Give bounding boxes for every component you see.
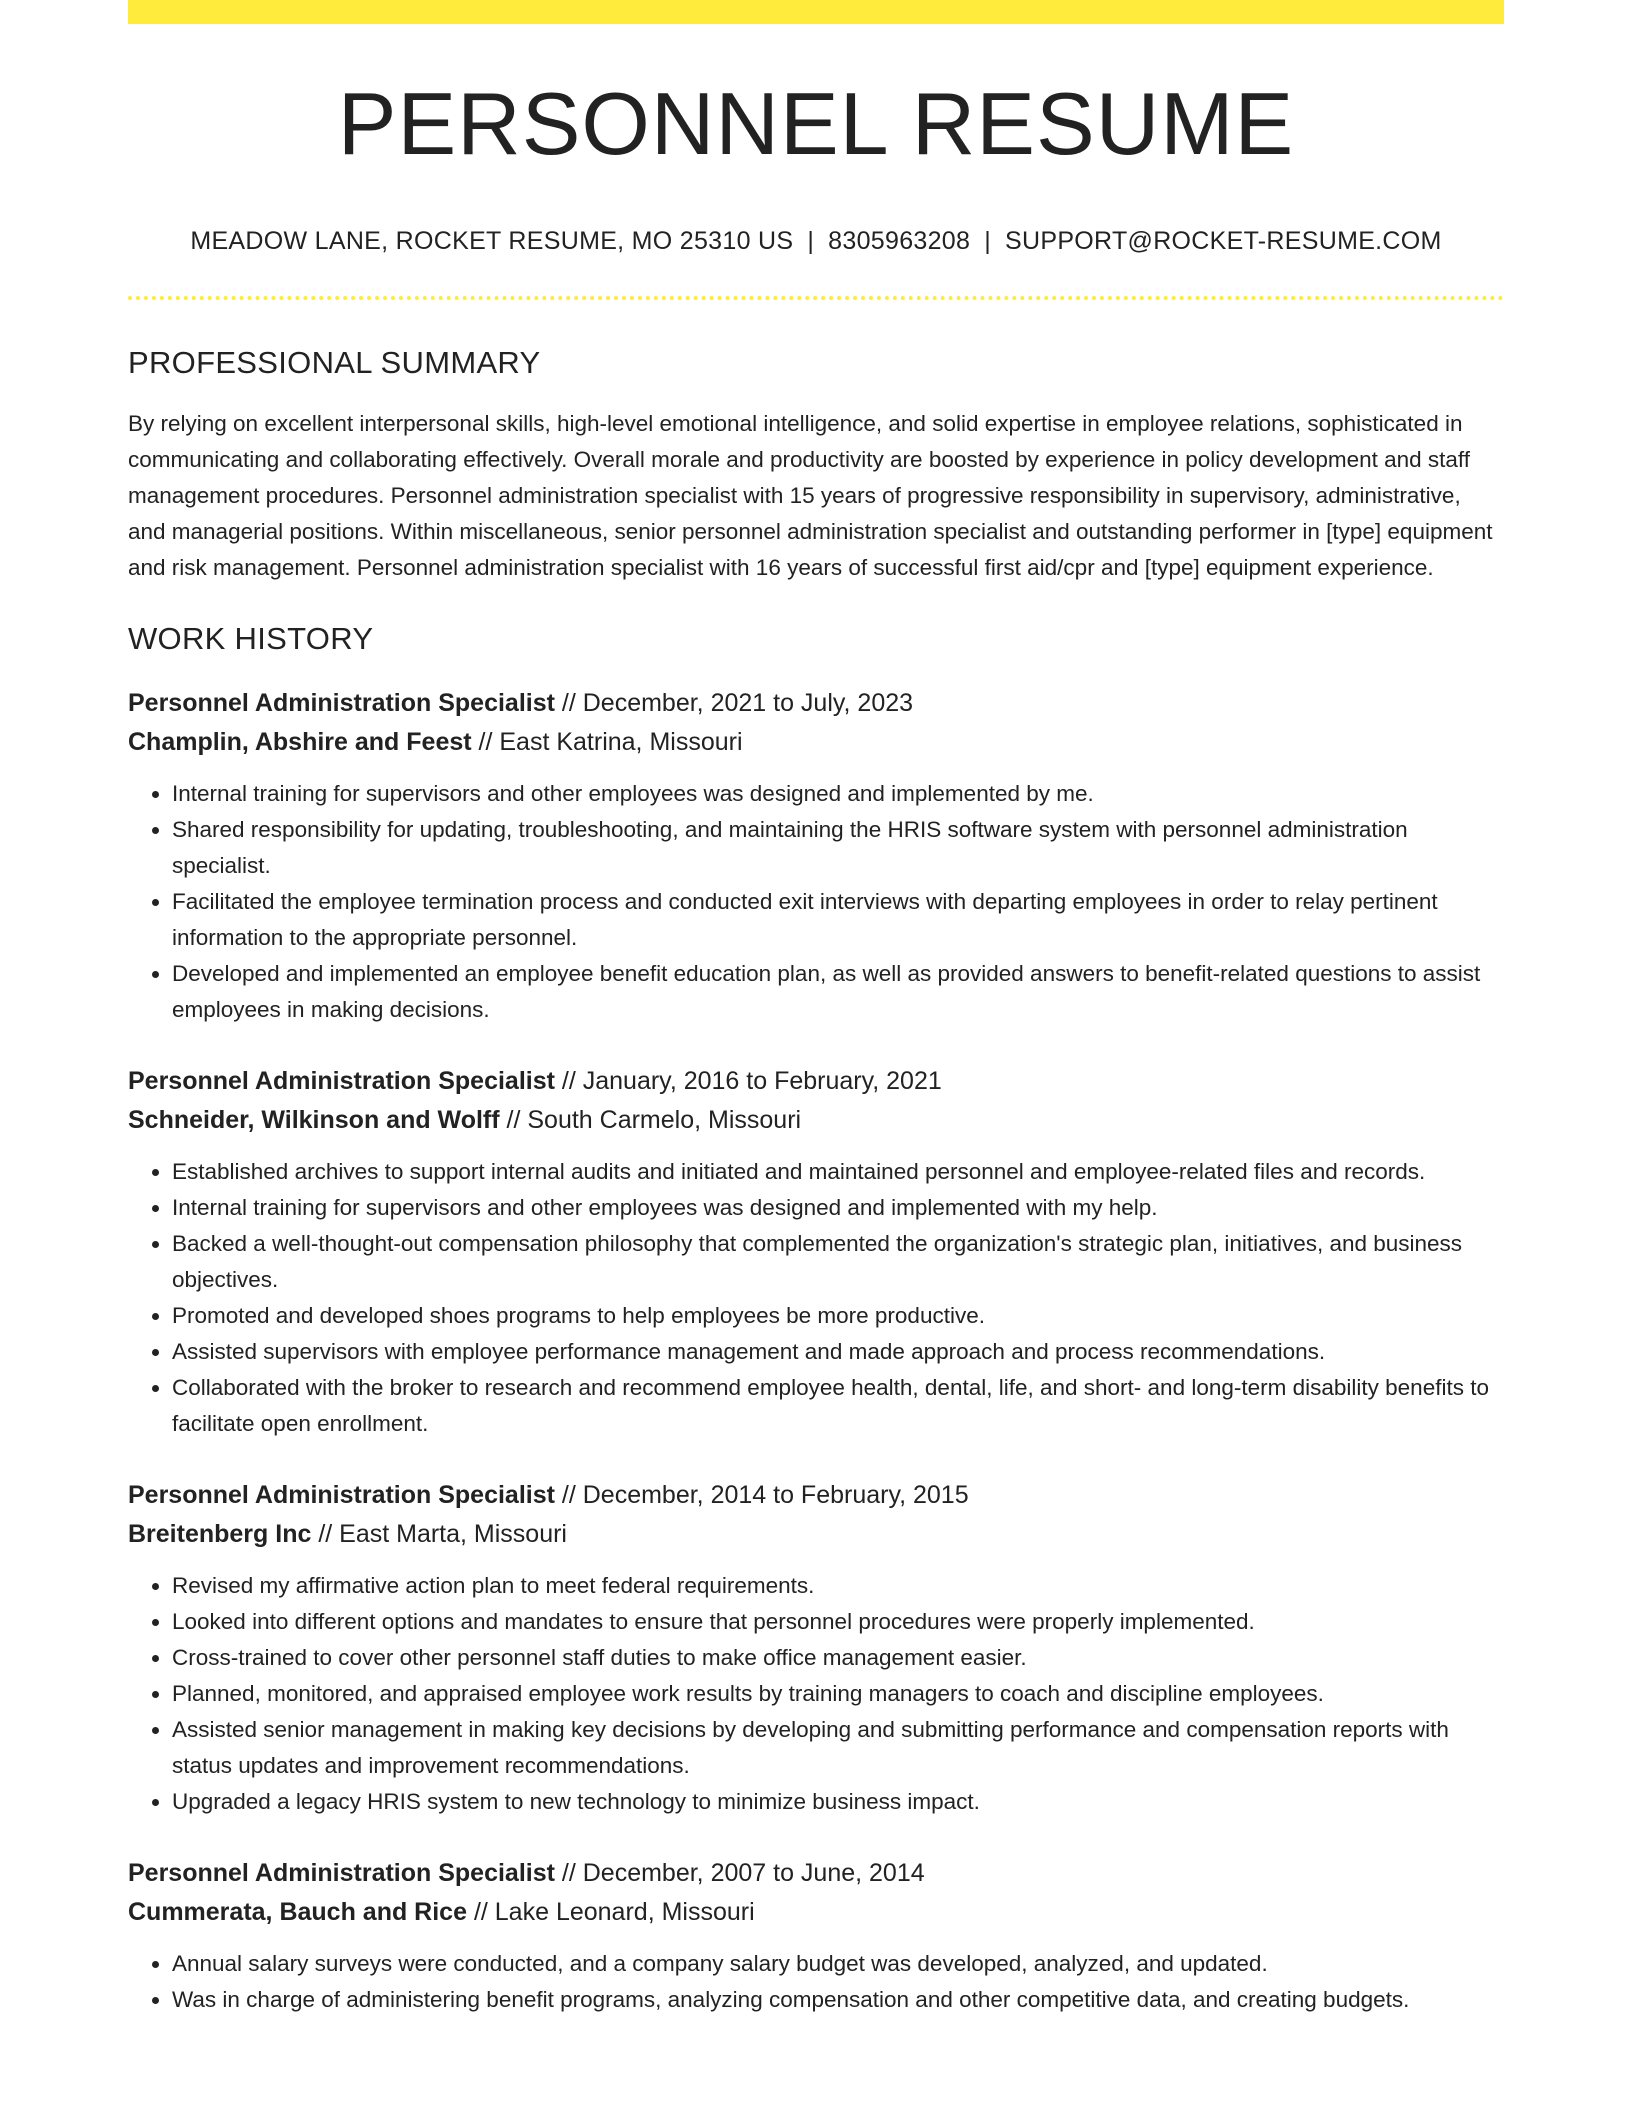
job-title-line xyxy=(128,684,1504,723)
job-location: // South Carmelo, Missouri xyxy=(499,1106,802,1135)
resume-page xyxy=(128,0,1504,2018)
job-entry xyxy=(128,1476,1504,1820)
job-dates: // December, 2007 to June, 2014 xyxy=(554,1859,925,1888)
summary-heading: PROFESSIONAL SUMMARY xyxy=(128,345,541,380)
job-company-line xyxy=(128,1515,1504,1554)
job-title: Personnel Administration Specialist xyxy=(128,1067,555,1096)
job-bullet: • Planned, monitored, and appraised employee work results by training managers to coach and discipline employees. xyxy=(172,1676,1504,1712)
job-bullet: • Promoted and developed shoes programs to help employees be more productive. xyxy=(172,1298,1504,1334)
job-bullet: • Collaborated with the broker to research and recommend employee health, dental, life, and short- and long-term disability benefits to facilitate open enrollment. xyxy=(172,1370,1504,1442)
job-entry xyxy=(128,1062,1504,1442)
job-bullets xyxy=(128,1154,1504,1442)
job-bullet: • Was in charge of administering benefit programs, analyzing compensation and other competitive data, and creating budgets. xyxy=(172,1982,1504,2018)
job-bullet: • Revised my affirmative action plan to meet federal requirements. xyxy=(172,1568,1504,1604)
job-bullet: • Established archives to support internal audits and initiated and maintained personnel and employee-related files and records. xyxy=(172,1154,1504,1190)
job-bullet: • Backed a well-thought-out compensation philosophy that complemented the organization's strategic plan, initiatives, and business objectives. xyxy=(172,1226,1504,1298)
job-entry xyxy=(128,684,1504,1028)
job-bullets xyxy=(128,1946,1504,2018)
job-company-line xyxy=(128,1893,1504,1932)
job-bullet: • Looked into different options and mandates to ensure that personnel procedures were properly implemented. xyxy=(172,1604,1504,1640)
job-bullets xyxy=(128,1568,1504,1820)
work-history-heading: WORK HISTORY xyxy=(128,621,374,657)
job-title: Personnel Administration Specialist xyxy=(128,1859,555,1888)
job-bullet: • Facilitated the employee termination process and conducted exit interviews with departing employees in order to relay pertinent information to the appropriate personnel. xyxy=(172,884,1504,956)
job-bullet: • Shared responsibility for updating, troubleshooting, and maintaining the HRIS software system with personnel administration specialist. xyxy=(172,812,1504,884)
job-entry xyxy=(128,1854,1504,2018)
job-dates: // December, 2021 to July, 2023 xyxy=(554,689,914,718)
job-title-line xyxy=(128,1854,1504,1893)
job-company-line xyxy=(128,1101,1504,1140)
resume-title: PERSONNEL RESUME xyxy=(337,74,1295,173)
contact-address: MEADOW LANE, ROCKET RESUME, MO 25310 US xyxy=(190,227,794,255)
job-bullet: • Developed and implemented an employee benefit education plan, as well as provided answers to benefit-related questions to assist employees in making decisions. xyxy=(172,956,1504,1028)
job-company: Schneider, Wilkinson and Wolff xyxy=(128,1106,500,1135)
dotted-divider xyxy=(128,296,1504,300)
job-bullets xyxy=(128,776,1504,1028)
job-bullet: • Upgraded a legacy HRIS system to new technology to minimize business impact. xyxy=(172,1784,1504,1820)
header-accent-bar xyxy=(128,0,1504,24)
job-location: // Lake Leonard, Missouri xyxy=(467,1898,755,1927)
summary-text: By relying on excellent interpersonal skills, high-level emotional intelligence, and solid expertise in employee relations, sophisticated in communicating and collaborating effectively. Overall morale and productivity are boosted by experience in policy development and staff management procedures. Personnel administration specialist with 15 years of progressive responsibility in supervisory, administrative, and managerial positions. Within miscellaneous, senior personnel administration specialist and outstanding performer in [type] equipment and risk management. Personnel administration specialist with 16 years of successful first aid/cpr and [type] equipment experience. xyxy=(128,411,1493,581)
job-title: Personnel Administration Specialist xyxy=(128,1481,555,1510)
job-bullet: • Assisted supervisors with employee performance management and made approach and process recommendations. xyxy=(172,1334,1504,1370)
contact-line xyxy=(128,226,1504,256)
job-location: // East Katrina, Missouri xyxy=(471,728,743,757)
job-dates: // December, 2014 to February, 2015 xyxy=(554,1481,969,1510)
job-title: Personnel Administration Specialist xyxy=(128,689,555,718)
job-dates: // January, 2016 to February, 2021 xyxy=(554,1067,942,1096)
contact-separator: | xyxy=(807,227,815,255)
job-bullet: • Internal training for supervisors and other employees was designed and implemented by me. xyxy=(172,776,1504,812)
job-title-line xyxy=(128,1062,1504,1101)
job-bullet: • Cross-trained to cover other personnel staff duties to make office management easier. xyxy=(172,1640,1504,1676)
job-company: Breitenberg Inc xyxy=(128,1520,312,1549)
contact-phone: 8305963208 xyxy=(828,227,971,255)
contact-email: SUPPORT@ROCKET-RESUME.COM xyxy=(1005,227,1442,255)
job-bullet: • Assisted senior management in making key decisions by developing and submitting performance and compensation reports with status updates and improvement recommendations. xyxy=(172,1712,1504,1784)
job-bullet: • Annual salary surveys were conducted, and a company salary budget was developed, analyzed, and updated. xyxy=(172,1946,1504,1982)
contact-separator: | xyxy=(984,227,992,255)
job-bullet: • Internal training for supervisors and other employees was designed and implemented with my help. xyxy=(172,1190,1504,1226)
job-company: Cummerata, Bauch and Rice xyxy=(128,1898,467,1927)
job-location: // East Marta, Missouri xyxy=(311,1520,567,1549)
job-company: Champlin, Abshire and Feest xyxy=(128,728,472,757)
job-company-line xyxy=(128,723,1504,762)
job-title-line xyxy=(128,1476,1504,1515)
